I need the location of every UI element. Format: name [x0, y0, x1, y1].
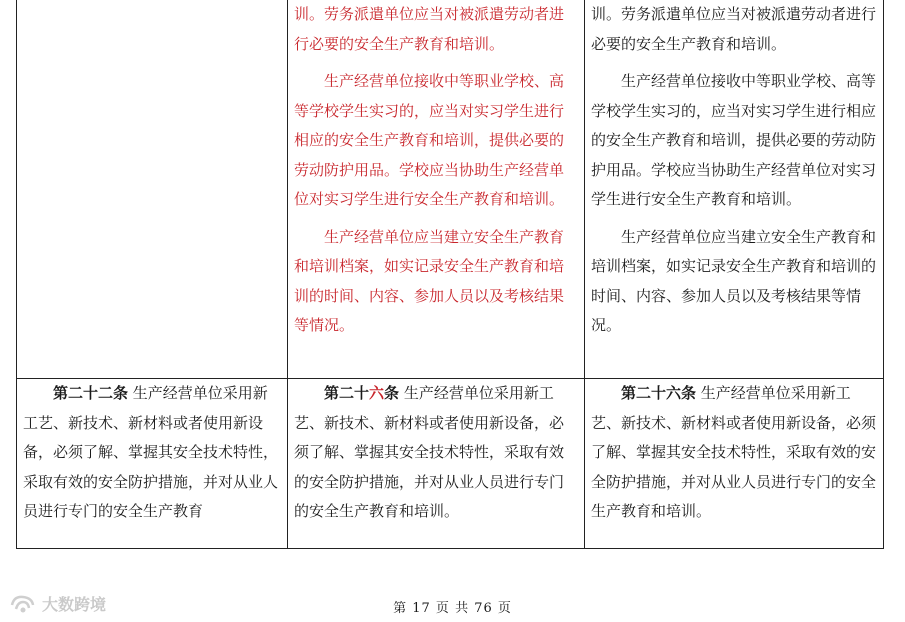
table-cell-draft — [288, 379, 585, 549]
article-number-changed: 六 — [369, 384, 385, 402]
article-number-suffix: 条 — [384, 384, 400, 402]
paragraph: 生产经营单位接收中等职业学校、高等学校学生实习的，应当对实习学生进行相应的安全生产教育和培训，提供必要的劳动防护用品。学校应当协助生产经营单位对实习学生进行安全生产教育和培训。 — [591, 72, 877, 208]
page-number: 第 17 页 共 76 页 — [393, 601, 512, 616]
table-cell-final — [585, 379, 884, 549]
table-row — [17, 379, 884, 549]
comparison-table — [16, 0, 884, 549]
paragraph — [591, 379, 877, 527]
table-cell-draft — [288, 0, 585, 379]
paragraph — [294, 379, 578, 527]
table-cell-final — [585, 0, 884, 379]
article-number-prefix: 第二十 — [324, 384, 370, 402]
paragraph — [23, 379, 281, 527]
article-number — [324, 384, 399, 402]
table-cell-old-law — [17, 379, 288, 549]
article-number: 第二十二条 — [53, 384, 129, 402]
paragraph: 生产经营单位应当建立安全生产教育和培训档案，如实记录安全生产教育和培训的时间、内容、参加人员以及考核结果等情况。 — [294, 227, 565, 334]
table-row — [17, 0, 884, 379]
paragraph: 生产经营单位接收中等职业学校、高等学校学生实习的，应当对实习学生进行相应的安全生产教育和培训，提供必要的劳动防护用品。学校应当协助生产经营单位对实习学生进行安全生产教育和培训。 — [294, 72, 565, 208]
paragraph: 训。劳务派遣单位应当对被派遣劳动者进行必要的安全生产教育和培训。 — [591, 5, 877, 53]
paragraph: 训。劳务派遣单位应当对被派遣劳动者进行必要的安全生产教育和培训。 — [294, 5, 565, 53]
paragraph: 生产经营单位应当建立安全生产教育和培训档案，如实记录安全生产教育和培训的时间、内容、参加人员以及考核结果等情况。 — [591, 227, 877, 334]
article-number: 第二十六条 — [621, 384, 697, 402]
table-cell-old-law — [17, 0, 288, 379]
watermark-text: 大数跨境 — [42, 595, 107, 614]
article-text: 生产经营单位采用新工艺、新技术、新材料或者使用新设备，必须了解、掌握其安全技术特性，采取有效的安全防护措施，并对从业人员进行专门的安全生产教育和培训。 — [294, 384, 565, 520]
article-text: 生产经营单位采用新工艺、新技术、新材料或者使用新设备，必须了解、掌握其安全技术特性，采取有效的安全防护措施，并对从业人员进行专门的安全生产教育 — [23, 384, 279, 520]
article-text: 生产经营单位采用新工艺、新技术、新材料或者使用新设备，必须了解、掌握其安全技术特性，采取有效的安全防护措施，并对从业人员进行专门的安全生产教育和培训。 — [591, 384, 877, 520]
